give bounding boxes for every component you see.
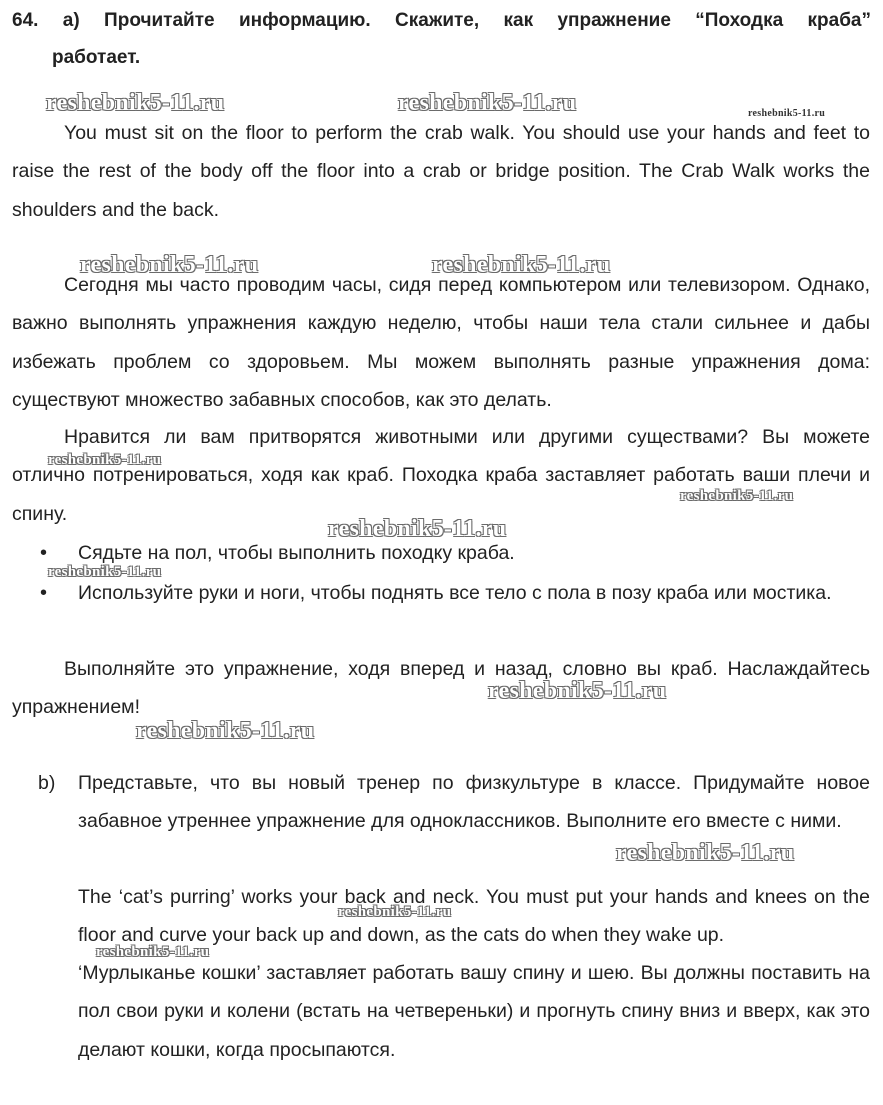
part-b-task: Представьте, что вы новый тренер по физкультуре в классе. Придумайте новое забавное утреннее упражнение для одноклассников. Выполните его вместе с ними. xyxy=(78,772,870,833)
watermark: reshebnik5-11.ru xyxy=(46,90,225,116)
part-b-russian: ‘Мурлыканье кошки’ заставляет работать вашу спину и шею. Вы должны поставить на пол свои руки и колени (встать на четвереньки) и прогнуть спину вниз и вверх, как это делают кошки, когда просыпаются. xyxy=(78,962,870,1061)
watermark: reshebnik5-11.ru xyxy=(328,516,507,542)
watermark: reshebnik5-11.ru xyxy=(616,840,795,866)
russian-paragraph-3: Выполняйте это упражнение, ходя вперед и назад, словно вы краб. Наслаждайтесь упражнением! xyxy=(12,658,870,719)
watermark: reshebnik5-11.ru xyxy=(488,678,667,704)
heading-line-2: работает. xyxy=(52,47,141,68)
watermark: reshebnik5-11.ru xyxy=(338,904,452,920)
watermark: reshebnik5-11.ru xyxy=(80,252,259,278)
bullet-item-2: Используйте руки и ноги, чтобы поднять все тело с пола в позу краба или мостика. xyxy=(78,582,832,604)
heading-line-1 xyxy=(12,4,871,38)
part-b-english: The ‘cat’s purring’ works your back and neck. You must put your hands and knees on the floor and curve your back up and down, as the cats do when they wake up. xyxy=(78,886,870,947)
watermark: reshebnik5-11.ru xyxy=(398,90,577,116)
watermark: reshebnik5-11.ru xyxy=(48,452,162,468)
exercise-number: 64. xyxy=(12,10,39,31)
heading-task-text: a) Прочитайте информацию. Скажите, как упражнение “Походка краба” xyxy=(62,10,872,31)
watermark: reshebnik5-11.ru xyxy=(748,108,826,119)
bullet-marker-1: • xyxy=(40,542,48,564)
part-b-label: b) xyxy=(38,772,56,794)
russian-paragraph-1: Сегодня мы часто проводим часы, сидя перед компьютером или телевизором. Однако, важно выполнять упражнения каждую неделю, чтобы наши тела стали сильнее и дабы избежать проблем со здоровьем. Мы можем выполнять разные упражнения дома: существуют множество забавных способов, как это делать. xyxy=(12,274,870,411)
english-text: You must sit on the floor to perform the crab walk. You should use your hands and feet to raise the rest of the body off the floor into a crab or bridge position. The Crab Walk works the shoulders and the back. xyxy=(12,122,870,221)
watermark: reshebnik5-11.ru xyxy=(432,252,611,278)
watermark: reshebnik5-11.ru xyxy=(48,564,162,580)
russian-paragraph-2: Нравится ли вам притворятся животными или другими существами? Вы можете отлично потренироваться, ходя как краб. Походка краба заставляет работать ваши плечи и спину. xyxy=(12,426,870,525)
bullet-item-1: Сядьте на пол, чтобы выполнить походку краба. xyxy=(78,542,515,564)
watermark: reshebnik5-11.ru xyxy=(96,944,210,960)
watermark: reshebnik5-11.ru xyxy=(136,718,315,744)
watermark: reshebnik5-11.ru xyxy=(680,488,794,504)
bullet-marker-2: • xyxy=(40,582,48,604)
